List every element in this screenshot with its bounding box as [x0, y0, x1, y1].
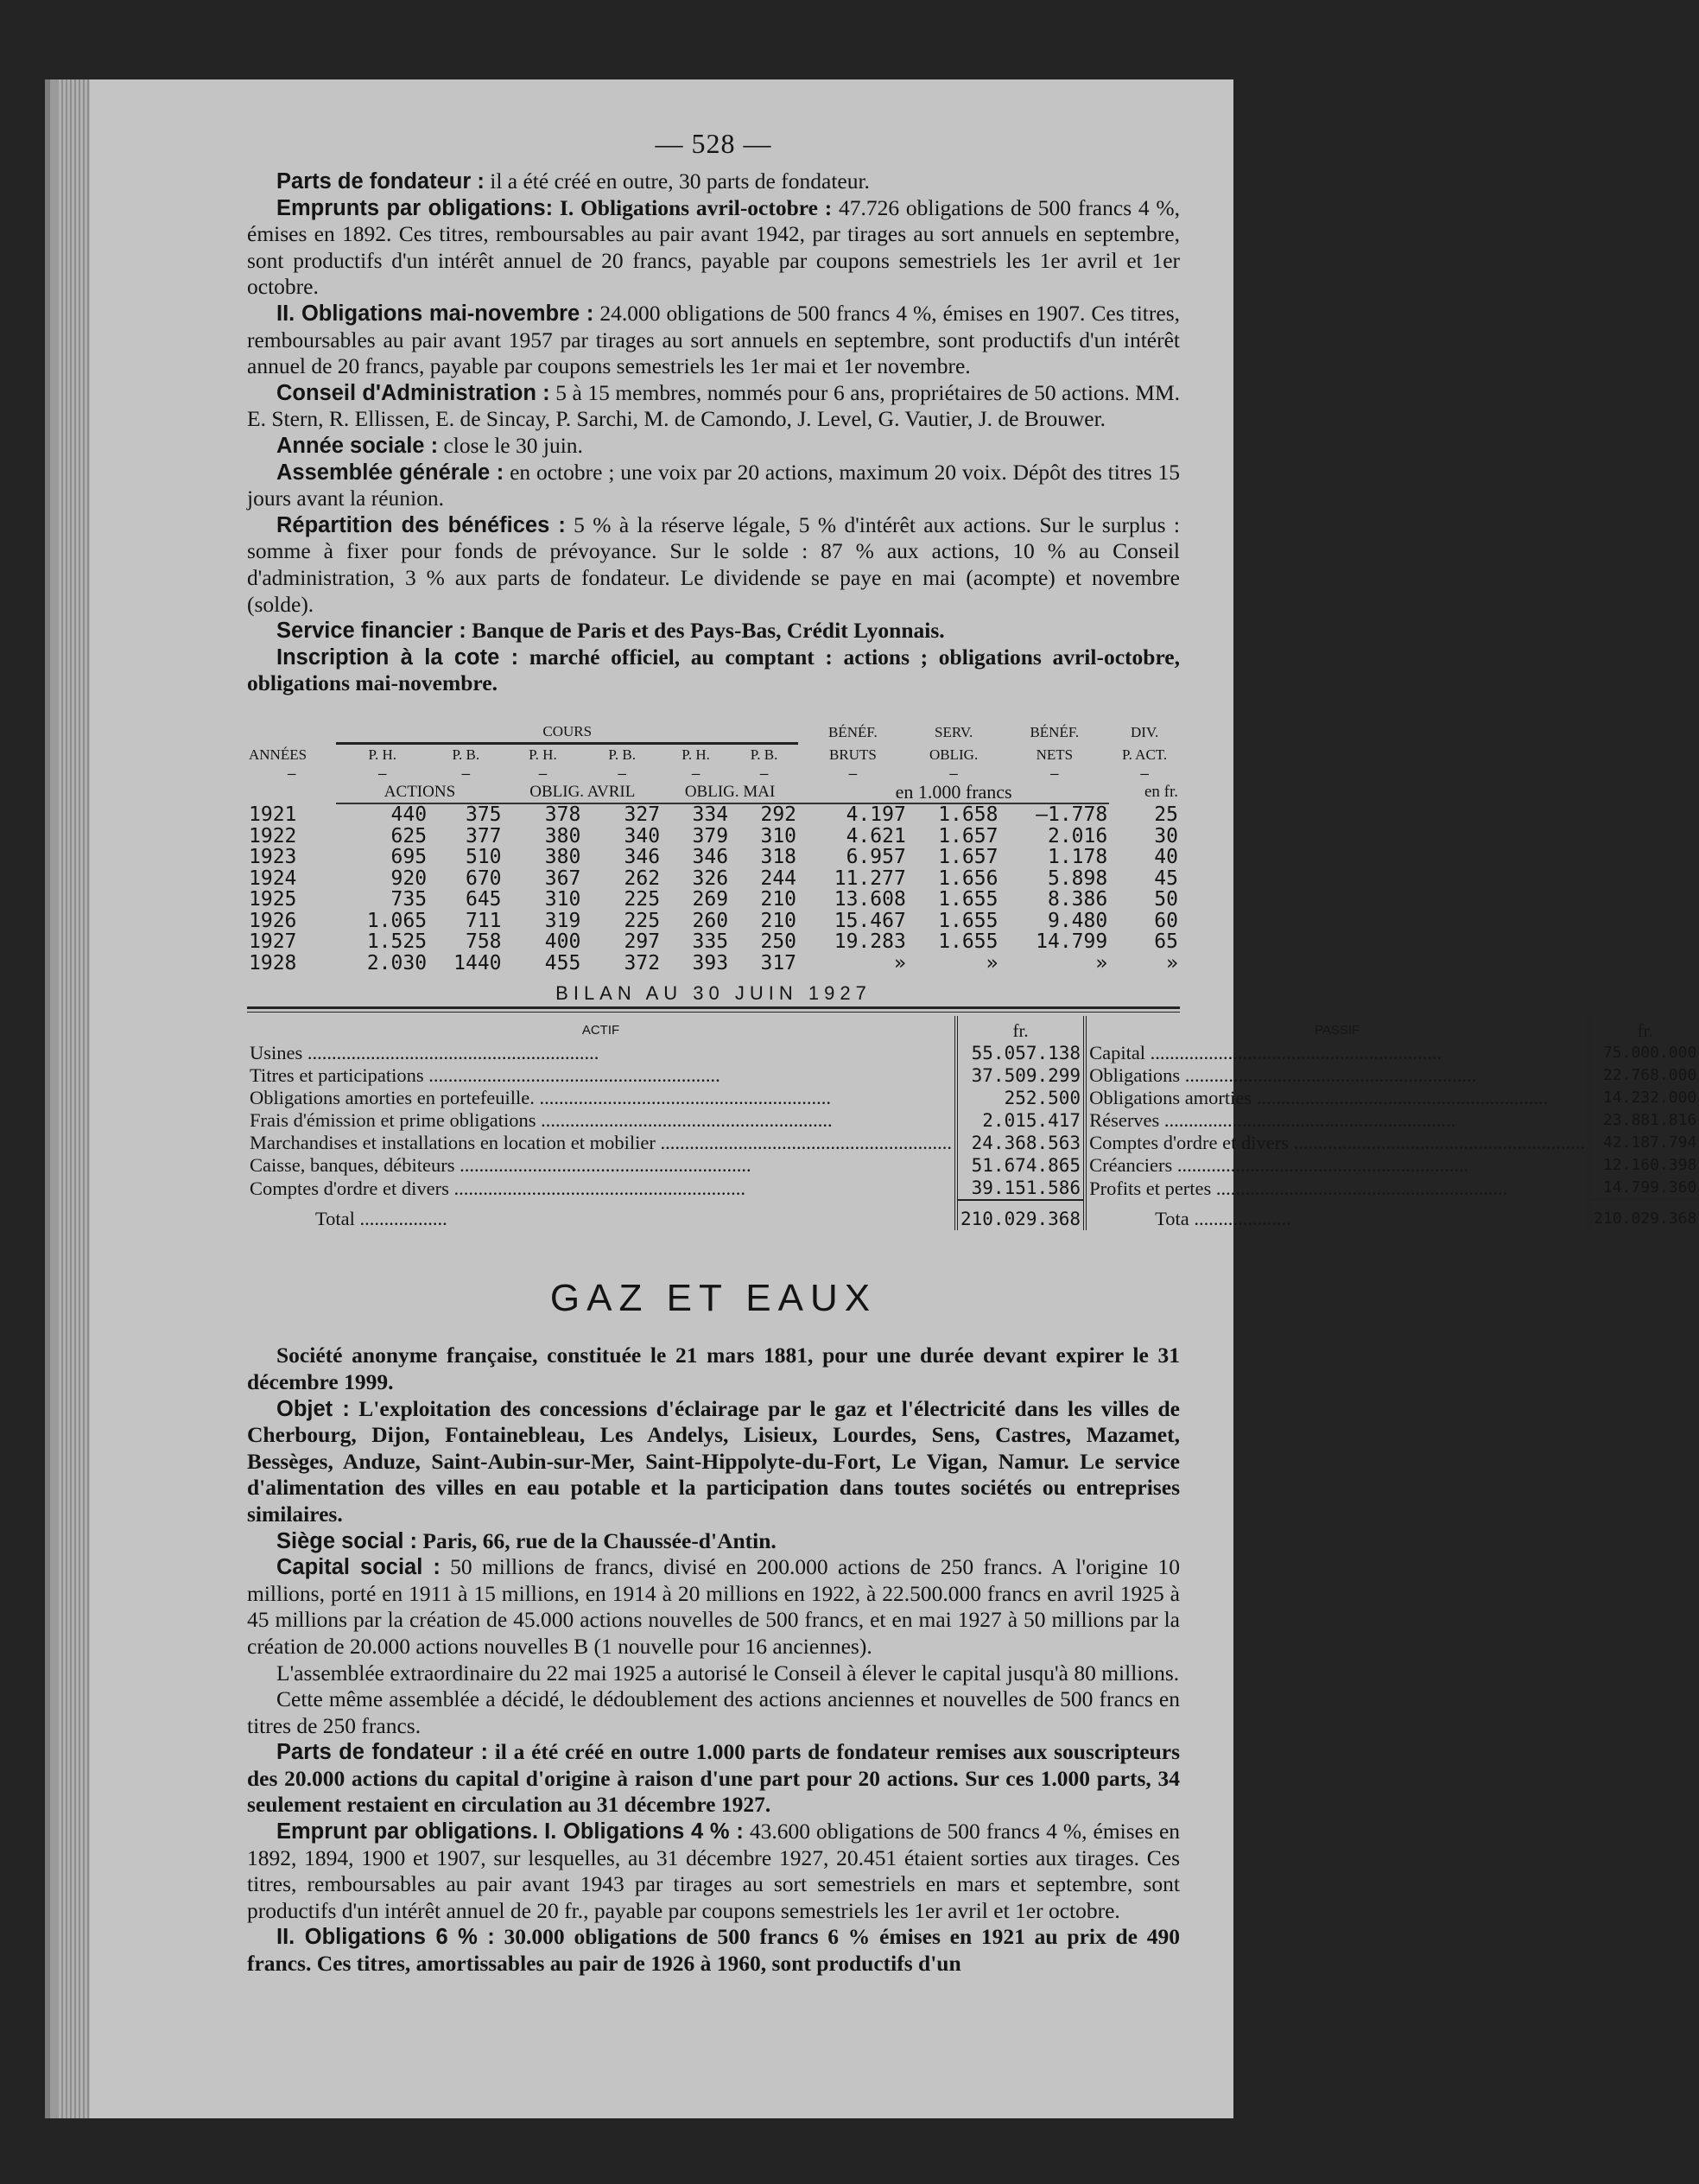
cours-value-cell: 14.799: [1036, 930, 1108, 954]
passif-label: Obligations ............................................................: [1085, 1064, 1589, 1087]
passif-amount: 14.232.000: [1589, 1087, 1699, 1109]
emprunts-paragraph: Emprunts par obligations: I. Obligations avril-octobre : 47.726 obligations de 500 francs 4 %, émises en 1892. Ces titres, remboursables au pair avant 1942, par tirages au sort annuels en septembre, sont productifs d'un intérêt annuel de 20 francs, payable par coupons semestriels les 1er avril et 1er octobre.: [247, 194, 1181, 300]
passif-amount: 23.881.816: [1589, 1109, 1699, 1132]
col-div: DIV.: [1130, 723, 1159, 740]
cours-value-cell: 380: [544, 846, 581, 869]
actif-label: Obligations amorties en portefeuille. ............................................................: [250, 1087, 832, 1109]
actif-label: Comptes d'ordre et divers ............................................................: [250, 1178, 746, 1200]
book-page: [59, 79, 1697, 2118]
cours-value-cell: —1.778: [1036, 803, 1108, 827]
bilan-title: BILAN AU 30 JUIN 1927: [555, 982, 872, 1005]
cours-value-cell: 670: [465, 867, 502, 890]
cours-row: [247, 953, 1180, 975]
cours-value-cell: 1.657: [938, 824, 998, 848]
bilan-row: [247, 1064, 1699, 1087]
actif-label: Marchandises et installations en location et mobilier ............................................................: [250, 1132, 952, 1154]
cours-value-cell: 210: [760, 888, 797, 911]
bilan-total-row: Total .................. 210.029.368 Tota .................... 210.029.368: [247, 1200, 1699, 1230]
cours-value-cell: 1.655: [938, 930, 998, 954]
bilan-row: [247, 1154, 1699, 1177]
passif-label: Capital ............................................................: [1085, 1042, 1589, 1064]
cours-row: [247, 911, 1180, 932]
cours-value-cell: 1.525: [366, 930, 428, 954]
col-serv-oblig: SERV.: [935, 723, 973, 740]
cours-year-cell: 1923: [249, 846, 297, 869]
bilan-header: ACTIF fr. PASSIF fr.: [247, 1016, 1699, 1042]
cours-value-cell: 372: [624, 951, 661, 975]
gaz-objet: Objet : L'exploitation des concessions d'éclairage par le gaz et l'électricité dans les villes de Cherbourg, Dijon, Fontainebleau, Les Andelys, Lisieux, Lourdes, Sens, Castres, Mazamet, Bessèges, Anduze, Saint-Aubin-sur-Mer, Saint-Hippolyte-du-Fort, Le Vigan, Namur. Le service d'alimentation des villes en eau potable et la participation dans toutes sociétés ou entreprises similaires.: [247, 1395, 1180, 1527]
bilan-row: [247, 1042, 1699, 1064]
passif-amount: 22.768.000: [1589, 1064, 1699, 1087]
sub-en-fr: en fr.: [1144, 783, 1178, 802]
cours-year-cell: 1927: [249, 930, 297, 954]
actif-label: Caisse, banques, débiteurs ............................................................: [250, 1154, 751, 1177]
cours-value-cell: 30: [1154, 824, 1178, 848]
cours-value-cell: 645: [465, 888, 502, 911]
cours-value-cell: 326: [692, 867, 729, 890]
cours-value-cell: 319: [544, 909, 581, 932]
cours-row: [247, 826, 1180, 848]
cours-dash-row: — — — — — — — — — — —: [287, 765, 1149, 782]
col-cours: COURS: [336, 721, 798, 744]
cours-subheader-row: [247, 782, 1180, 804]
bilan-row: [247, 1132, 1699, 1154]
cours-value-cell: 335: [692, 930, 729, 954]
actif-total: 210.029.368: [956, 1200, 1085, 1230]
page-stack-edge: [59, 79, 90, 2118]
bilan-row: [247, 1109, 1699, 1132]
cours-value-cell: 40: [1154, 846, 1178, 869]
cours-value-cell: 327: [624, 803, 661, 827]
cours-value-cell: 269: [692, 888, 729, 911]
actif-label: Usines ............................................................: [250, 1042, 599, 1064]
sub-actions: ACTIONS: [336, 782, 503, 804]
cours-value-cell: 1.655: [938, 909, 998, 932]
cours-value-cell: 455: [544, 951, 581, 975]
cours-value-cell: 1.657: [938, 846, 998, 869]
cours-value-cell: 210: [760, 909, 797, 932]
cours-row: [247, 868, 1180, 890]
bilan-rows: [247, 1042, 1699, 1200]
cours-value-cell: 440: [390, 803, 428, 827]
gaz-parts: Parts de fondateur : il a été créé en outre 1.000 parts de fondateur remises aux souscripteurs des 20.000 actions du capital d'origine à raison d'une part pour 20 actions. Sur ces 1.000 parts, 34 seulement restaient en circulation au 31 décembre 1927.: [247, 1739, 1181, 1818]
cours-value-cell: »: [986, 951, 998, 975]
cours-value-cell: 225: [624, 909, 661, 932]
cours-table: [247, 721, 1180, 975]
actif-amount: 55.057.138: [956, 1042, 1085, 1064]
cours-value-cell: 340: [624, 824, 661, 848]
cours-value-cell: »: [1166, 951, 1178, 975]
actif-amount: 24.368.563: [956, 1132, 1085, 1154]
cours-header-top: [247, 721, 1180, 744]
passif-amount: 12.160.398: [1589, 1154, 1699, 1177]
cours-value-cell: 346: [624, 846, 661, 869]
cours-value-cell: 334: [692, 803, 729, 827]
cours-value-cell: 262: [624, 867, 661, 890]
oblig2-paragraph: II. Obligations mai-novembre : 24.000 obligations de 500 francs 4 %, émises en 1907. Ces titres, remboursables au pair avant 1957 par tirages au sort annuels en septembre, sont productifs d'un intérêt annuel de 20 francs, payable par coupons semestriels les 1er mai et 1er novembre.: [247, 300, 1180, 379]
cours-value-cell: 1.655: [938, 888, 998, 911]
gaz-dedoublement: Cette même assemblée a décidé, le dédoublement des actions anciennes et nouvelles de 500 francs en titres de 250 francs.: [247, 1686, 1180, 1738]
page-content: [247, 128, 1697, 1978]
cours-value-cell: 45: [1154, 867, 1178, 890]
conseil-paragraph: Conseil d'Administration : 5 à 15 membres, nommés pour 6 ans, propriétaires de 50 actions. MM. E. Stern, R. Ellissen, E. de Sincay, P. Sarchi, M. de Camondo, J. Level, G. Vautier, J. de Brouwer.: [247, 379, 1181, 432]
section-title: GAZ ET EAUX: [549, 1277, 878, 1320]
actif-label: Frais d'émission et prime obligations ............................................................: [250, 1109, 833, 1132]
cours-value-cell: 13.608: [834, 888, 906, 911]
cours-value-cell: 6.957: [846, 846, 906, 869]
cours-value-cell: 510: [465, 846, 502, 869]
actif-amount: 37.509.299: [956, 1064, 1085, 1087]
cours-value-cell: 19.283: [834, 930, 906, 954]
cours-value-cell: 65: [1154, 930, 1178, 954]
cours-value-cell: 50: [1154, 888, 1178, 911]
passif-amount: 14.799.360: [1589, 1177, 1699, 1200]
actif-amount: 51.674.865: [956, 1154, 1085, 1177]
cours-value-cell: 1.065: [366, 909, 428, 932]
cours-value-cell: 1.178: [1047, 846, 1108, 869]
cours-value-cell: 310: [544, 888, 581, 911]
passif-total: 210.029.368: [1589, 1200, 1699, 1230]
cours-row: [247, 847, 1180, 868]
cours-value-cell: 378: [544, 803, 581, 827]
bilan-table: [247, 1016, 1699, 1230]
col-benef-nets: BÉNÉF.: [1030, 723, 1080, 740]
cours-value-cell: 393: [692, 951, 729, 975]
cours-row: [247, 803, 1180, 826]
passif-label: Profits et pertes ............................................................: [1085, 1177, 1589, 1200]
bilan-row: [247, 1177, 1699, 1200]
cours-value-cell: 317: [760, 951, 797, 975]
service-paragraph: Service financier : Banque de Paris et des Pays-Bas, Crédit Lyonnais.: [276, 618, 945, 644]
cours-year-cell: 1921: [249, 803, 297, 826]
bilan-row: [247, 1087, 1699, 1109]
cours-row: [247, 889, 1180, 911]
actif-label: Titres et participations ............................................................: [250, 1064, 720, 1087]
actif-amount: 39.151.586: [956, 1177, 1085, 1200]
parts-paragraph: Parts de fondateur : il a été créé en outre, 30 parts de fondateur.: [276, 168, 870, 194]
cours-value-cell: 4.621: [846, 824, 906, 848]
assemblee-paragraph: Assemblée générale : en octobre ; une voix par 20 actions, maximum 20 voix. Dépôt des titres 15 jours avant la réunion.: [247, 459, 1180, 511]
inscription-paragraph: Inscription à la cote : marché officiel, au comptant : actions ; obligations avril-octobre, obligations mai-novembre.: [247, 644, 1181, 696]
cours-value-cell: 310: [760, 824, 797, 848]
cours-value-cell: 625: [390, 824, 428, 848]
cours-value-cell: 377: [465, 824, 502, 848]
passif-label: Créanciers ............................................................: [1085, 1154, 1589, 1177]
cours-year-cell: 1928: [249, 951, 297, 975]
cours-value-cell: 5.898: [1047, 867, 1108, 890]
cours-value-cell: 8.386: [1047, 888, 1108, 911]
cours-value-cell: 379: [692, 824, 729, 848]
cours-row: [247, 931, 1180, 953]
cours-value-cell: 346: [692, 846, 729, 869]
gaz-emprunt: Emprunt par obligations. I. Obligations 4 % : 43.600 obligations de 500 francs 4 %, émises en 1892, 1894, 1900 et 1907, sur lesquelles, au 31 décembre 1927, 20.451 étaient sorties aux tirages. Ces titres, remboursables au pair avant 1943 par tirages au sort semestriels en mars et septembre, sont productifs d'un intérêt annuel de 20 fr., payable par coupons semestriels les 1er avril et 1er octobre.: [247, 1819, 1181, 1923]
gaz-assemblee-extra: L'assemblée extraordinaire du 22 mai 1925 a autorisé le Conseil à élever le capital jusqu'à 80 millions.: [276, 1660, 1180, 1686]
cours-value-cell: 367: [544, 867, 581, 890]
cours-year-cell: 1926: [249, 909, 297, 932]
cours-value-cell: 11.277: [834, 867, 906, 890]
cours-value-cell: 1.656: [938, 867, 998, 890]
cours-header-bottom: P. H. P. B. P. H. P. B. P. H. P. B. BRUTS OBLIG. NETS P. ACT.: [368, 746, 1168, 764]
cours-value-cell: »: [1095, 951, 1108, 975]
cours-value-cell: 758: [465, 930, 502, 954]
actif-amount: 2.015.417: [956, 1109, 1085, 1132]
passif-label: Comptes d'ordre et divers ............................................................: [1085, 1132, 1589, 1154]
actif-amount: 252.500: [956, 1087, 1085, 1109]
repartition-paragraph: Répartition des bénéfices : 5 % à la réserve légale, 5 % d'intérêt aux actions. Sur le surplus : somme à fixer pour fonds de prévoyance. Sur le solde : 87 % aux actions, 10 % au Conseil d'administration, 3 % aux parts de fondateur. Le dividende se paye en mai (acompte) et novembre (solde).: [247, 511, 1180, 617]
passif-label: Réserves ............................................................: [1085, 1109, 1589, 1132]
passif-total-label: Tota: [1155, 1208, 1189, 1230]
cours-value-cell: 250: [760, 930, 797, 954]
cours-value-cell: 318: [760, 846, 797, 869]
cours-value-cell: 297: [624, 930, 661, 954]
annee-paragraph: Année sociale : close le 30 juin.: [276, 432, 583, 458]
cours-value-cell: 260: [692, 909, 729, 932]
cours-value-cell: »: [893, 951, 906, 975]
passif-amount: 75.000.000: [1589, 1042, 1699, 1064]
cours-value-cell: 380: [544, 824, 581, 848]
cours-value-cell: 292: [760, 803, 797, 827]
cours-value-cell: 375: [465, 803, 502, 827]
col-benef-bruts: BÉNÉF.: [828, 723, 878, 740]
cours-value-cell: 1.658: [938, 803, 998, 827]
gaz-intro: Société anonyme française, constituée le 21 mars 1881, pour une durée devant expirer le 31 décembre 1999.: [247, 1343, 1180, 1394]
cours-year-cell: 1924: [249, 867, 297, 890]
cours-value-cell: 15.467: [834, 909, 906, 932]
cours-value-cell: 400: [544, 930, 581, 954]
cours-value-cell: 711: [465, 909, 502, 932]
passif-label: Obligations amorties ............................................................: [1085, 1087, 1589, 1109]
cours-value-cell: 2.030: [366, 951, 428, 975]
sub-oblig-avril: OBLIG. AVRIL: [504, 782, 662, 804]
cours-value-cell: 9.480: [1047, 909, 1108, 932]
cours-value-cell: 2.016: [1047, 824, 1108, 848]
cours-year-cell: 1922: [249, 824, 297, 848]
cours-value-cell: 920: [390, 867, 428, 890]
gaz-capital: Capital social : 50 millions de francs, divisé en 200.000 actions de 250 francs. A l'origine 10 millions, porté en 1911 à 15 millions, en 1914 à 20 millions en 1922, à 22.500.000 francs en avril 1925 à 45 millions par la création de 45.000 actions nouvelles de 500 francs, et en mai 1927 à 50 millions par la création de 20.000 actions nouvelles B (1 nouvelle pour 16 anciennes).: [247, 1554, 1180, 1659]
cours-value-cell: 4.197: [846, 803, 906, 827]
cours-value-cell: 244: [760, 867, 797, 890]
bilan-rule: [247, 1006, 1180, 1013]
cours-value-cell: 60: [1154, 909, 1178, 932]
gaz-siege: Siège social : Paris, 66, rue de la Chaussée-d'Antin.: [276, 1527, 777, 1553]
gaz-oblig6: II. Obligations 6 % : 30.000 obligations de 500 francs 6 % émises en 1921 au prix de 490 francs. Ces titres, amortissables au pair de 1926 à 1960, sont productifs d'un: [247, 1924, 1181, 1977]
passif-amount: 42.187.794: [1589, 1132, 1699, 1154]
cours-year-cell: 1925: [249, 888, 297, 911]
page-number: — 528 —: [655, 128, 772, 159]
cours-value-cell: 1440: [453, 951, 502, 975]
cours-value-cell: 695: [390, 846, 428, 869]
cours-value-cell: 25: [1154, 803, 1178, 826]
sub-oblig-mai: OBLIG. MAI: [662, 782, 798, 804]
col-annees: ANNÉES: [249, 746, 307, 764]
cours-value-cell: 225: [624, 888, 661, 911]
cours-value-cell: 735: [390, 888, 428, 911]
cours-rows: [247, 803, 1180, 974]
sub-en-francs: en 1.000 francs: [798, 782, 1109, 804]
actif-total-label: Total: [315, 1208, 355, 1230]
